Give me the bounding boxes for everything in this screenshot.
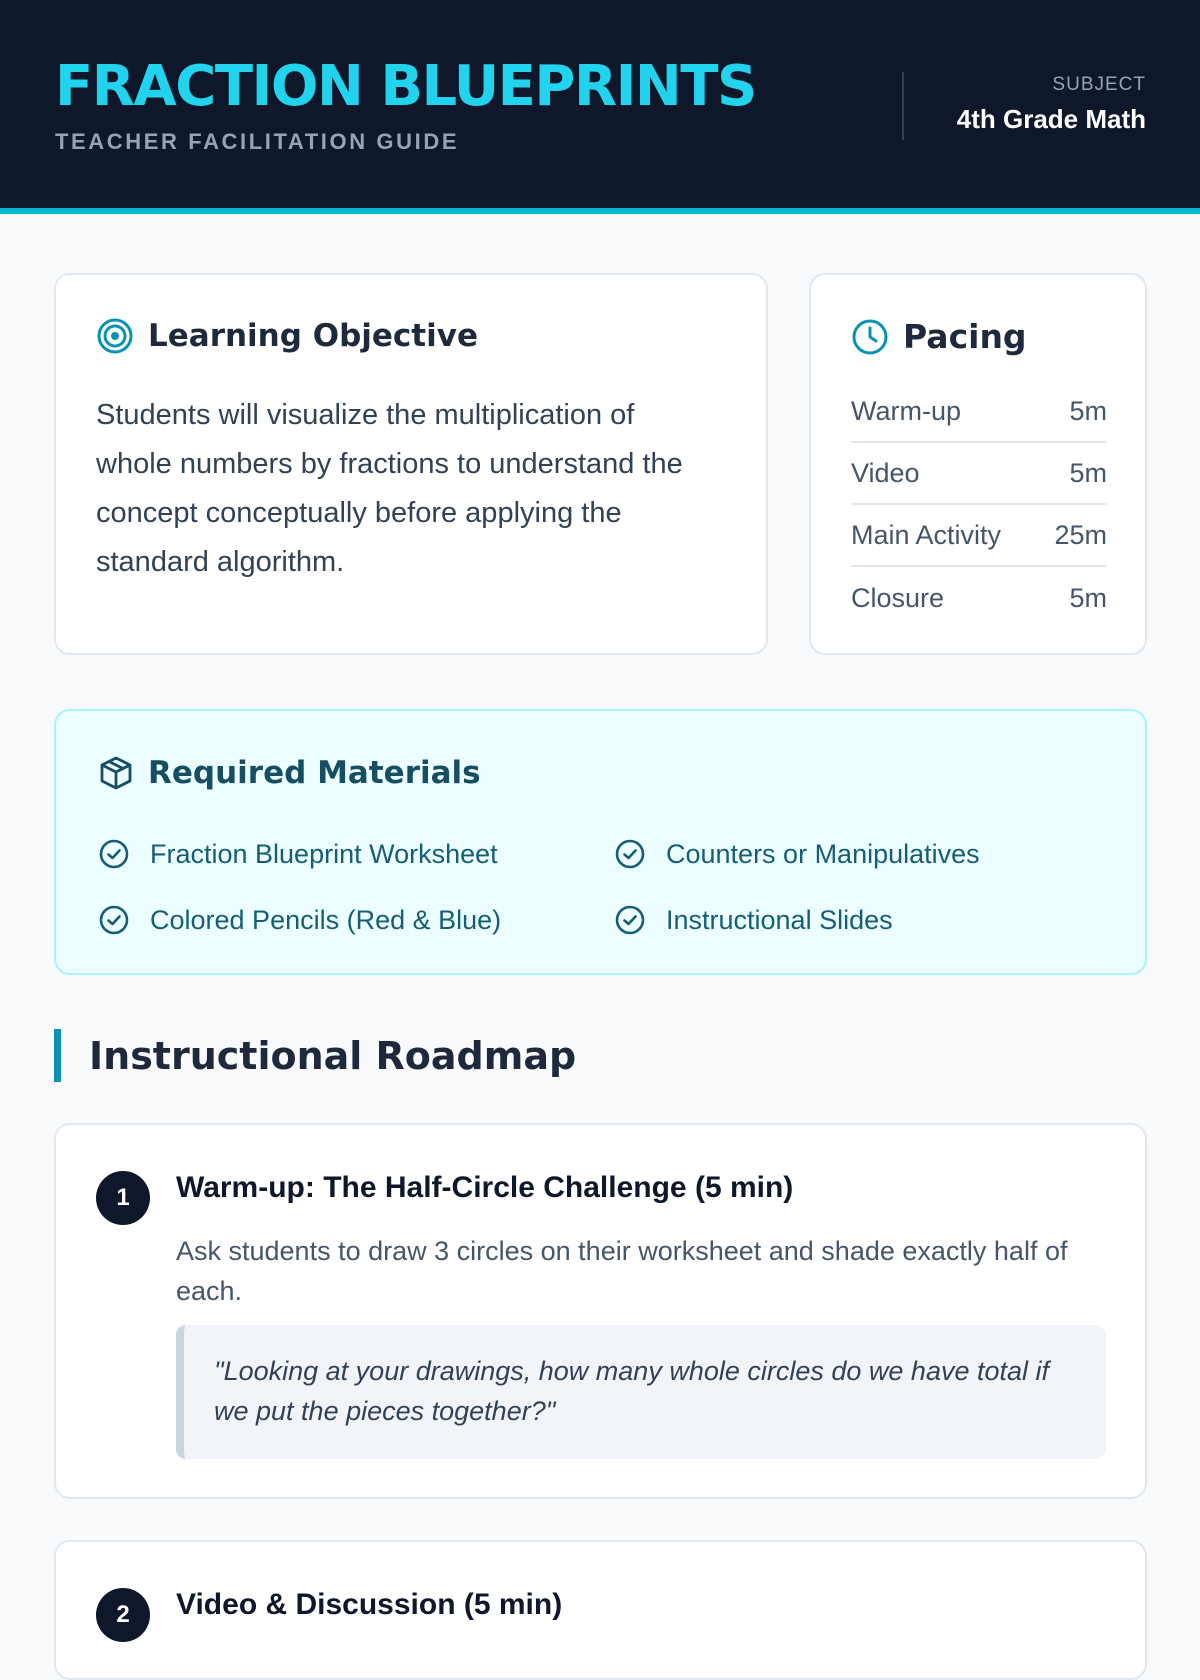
subject-label: SUBJECT	[1052, 74, 1146, 95]
learning-objective-text: Students will visualize the multiplication of whole numbers by fractions to understand the concept conceptually before applying the standard algorithm.	[96, 399, 683, 578]
pacing-row-main-activity	[851, 505, 1107, 567]
clock-icon	[851, 318, 889, 356]
header-divider	[902, 72, 904, 140]
check-circle-icon	[98, 904, 130, 936]
subject-value: 4th Grade Math	[956, 104, 1146, 134]
pacing-card	[809, 273, 1147, 655]
pacing-list	[851, 381, 1107, 629]
learning-objective-card	[54, 273, 768, 655]
materials-list	[98, 821, 1108, 953]
pacing-row-closure	[851, 567, 1107, 629]
learning-objective-heading-text: Learning Objective	[148, 318, 478, 354]
required-materials-heading	[98, 755, 481, 791]
step-title: Video & Discussion (5 min)	[176, 1588, 563, 1621]
check-circle-icon	[614, 904, 646, 936]
target-icon	[96, 317, 134, 355]
pacing-row-video	[851, 443, 1107, 505]
guide-title: FRACTION BLUEPRINTS	[55, 54, 756, 119]
box-icon	[98, 755, 134, 791]
pacing-row-value: 5m	[1069, 395, 1107, 426]
pacing-row-label: Warm-up	[851, 395, 962, 426]
check-circle-icon	[98, 838, 130, 870]
page-header	[0, 0, 1200, 214]
check-circle-icon	[614, 838, 646, 870]
pacing-heading-text: Pacing	[903, 317, 1027, 356]
pacing-heading	[851, 317, 1027, 356]
required-materials-heading-text: Required Materials	[148, 755, 481, 791]
material-item	[614, 887, 1108, 953]
pacing-row-value: 5m	[1069, 582, 1107, 613]
material-item	[98, 887, 614, 953]
pacing-row-label: Main Activity	[851, 519, 1002, 550]
step-title: Warm-up: The Half-Circle Challenge (5 min)	[176, 1171, 794, 1204]
learning-objective-heading	[96, 317, 478, 355]
material-label: Counters or Manipulatives	[666, 838, 980, 869]
material-label: Fraction Blueprint Worksheet	[150, 838, 498, 869]
pacing-row-warm-up	[851, 381, 1107, 443]
teacher-prompt-quote: "Looking at your drawings, how many whole circles do we have total if we put the pieces together?"	[176, 1325, 1106, 1459]
roadmap-step-2	[54, 1540, 1147, 1680]
step-number-badge: 1	[96, 1171, 150, 1225]
material-item	[98, 821, 614, 887]
roadmap-step-1	[54, 1123, 1147, 1499]
guide-subtitle: TEACHER FACILITATION GUIDE	[55, 129, 460, 154]
material-label: Instructional Slides	[666, 904, 893, 935]
step-description: Ask students to draw 3 circles on their worksheet and shade exactly half of each.	[176, 1236, 1068, 1306]
pacing-row-label: Video	[851, 457, 920, 488]
material-label: Colored Pencils (Red & Blue)	[150, 904, 502, 935]
step-number-badge: 2	[96, 1588, 150, 1642]
pacing-row-value: 25m	[1054, 519, 1107, 550]
required-materials-card	[54, 709, 1147, 975]
pacing-row-value: 5m	[1069, 457, 1107, 488]
instructional-roadmap-heading: Instructional Roadmap	[54, 1029, 576, 1082]
material-item	[614, 821, 1108, 887]
pacing-row-label: Closure	[851, 582, 945, 613]
